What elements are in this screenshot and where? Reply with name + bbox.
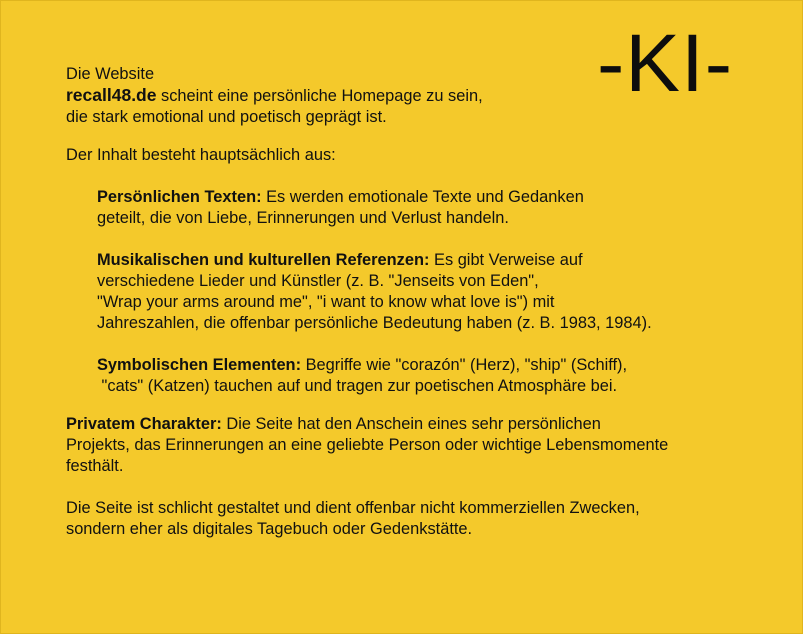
section-texts-line-1-rest: Es werden emotionale Texte und Gedanken	[261, 188, 584, 206]
conclusion-paragraph	[66, 498, 786, 540]
section-references	[97, 250, 786, 334]
section-symbols-line-2: "cats" (Katzen) tauchen auf und tragen zur poetischen Atmosphäre bei.	[97, 377, 618, 395]
section-references-line-2: verschiedene Lieder und Künstler (z. B. "Jenseits von Eden",	[97, 272, 539, 290]
section-texts-line-2: geteilt, die von Liebe, Erinnerungen und Verlust handeln.	[97, 209, 509, 227]
intro-line-2	[66, 85, 786, 107]
site-name: recall48.de	[66, 85, 157, 105]
section-texts-title: Persönlichen Texten:	[97, 188, 262, 206]
section-private-line-3: festhält.	[66, 457, 124, 475]
section-references-line-1-rest: Es gibt Verweise auf	[429, 251, 583, 269]
conclusion-line-1: Die Seite ist schlicht gestaltet und dient offenbar nicht kommerziellen Zwecken,	[66, 499, 640, 517]
section-references-title: Musikalischen und kulturellen Referenzen:	[97, 251, 430, 269]
content-intro: Der Inhalt besteht hauptsächlich aus:	[66, 146, 336, 164]
section-symbols-line-1-rest: Begriffe wie "corazón" (Herz), "ship" (Schiff),	[301, 356, 628, 374]
section-private	[66, 414, 786, 477]
ki-logo: -KI-	[597, 18, 734, 109]
section-symbols-line-1	[97, 355, 786, 376]
intro-line-3: die stark emotional und poetisch geprägt ist.	[66, 108, 387, 126]
document-body	[66, 64, 786, 540]
section-private-title: Privatem Charakter:	[66, 415, 222, 433]
section-symbols-title: Symbolischen Elementen:	[97, 356, 302, 374]
section-private-line-2: Projekts, das Erinnerungen an eine geliebte Person oder wichtige Lebensmomente	[66, 436, 669, 454]
intro-paragraph	[66, 64, 786, 128]
intro-line-1: Die Website	[66, 65, 155, 83]
section-references-line-4: Jahreszahlen, die offenbar persönliche Bedeutung haben (z. B. 1983, 1984).	[97, 314, 652, 332]
section-private-line-1	[66, 414, 786, 435]
intro-line-2-rest: scheint eine persönliche Homepage zu sein,	[156, 87, 483, 105]
section-references-line-1	[97, 250, 786, 271]
section-private-line-1-rest: Die Seite hat den Anschein eines sehr persönlichen	[221, 415, 601, 433]
section-symbols	[97, 355, 786, 397]
section-texts-line-1	[97, 187, 786, 208]
section-texts	[97, 187, 786, 229]
section-references-line-3: "Wrap your arms around me", "i want to know what love is") mit	[97, 293, 555, 311]
conclusion-line-2: sondern eher als digitales Tagebuch oder Gedenkstätte.	[66, 520, 473, 538]
